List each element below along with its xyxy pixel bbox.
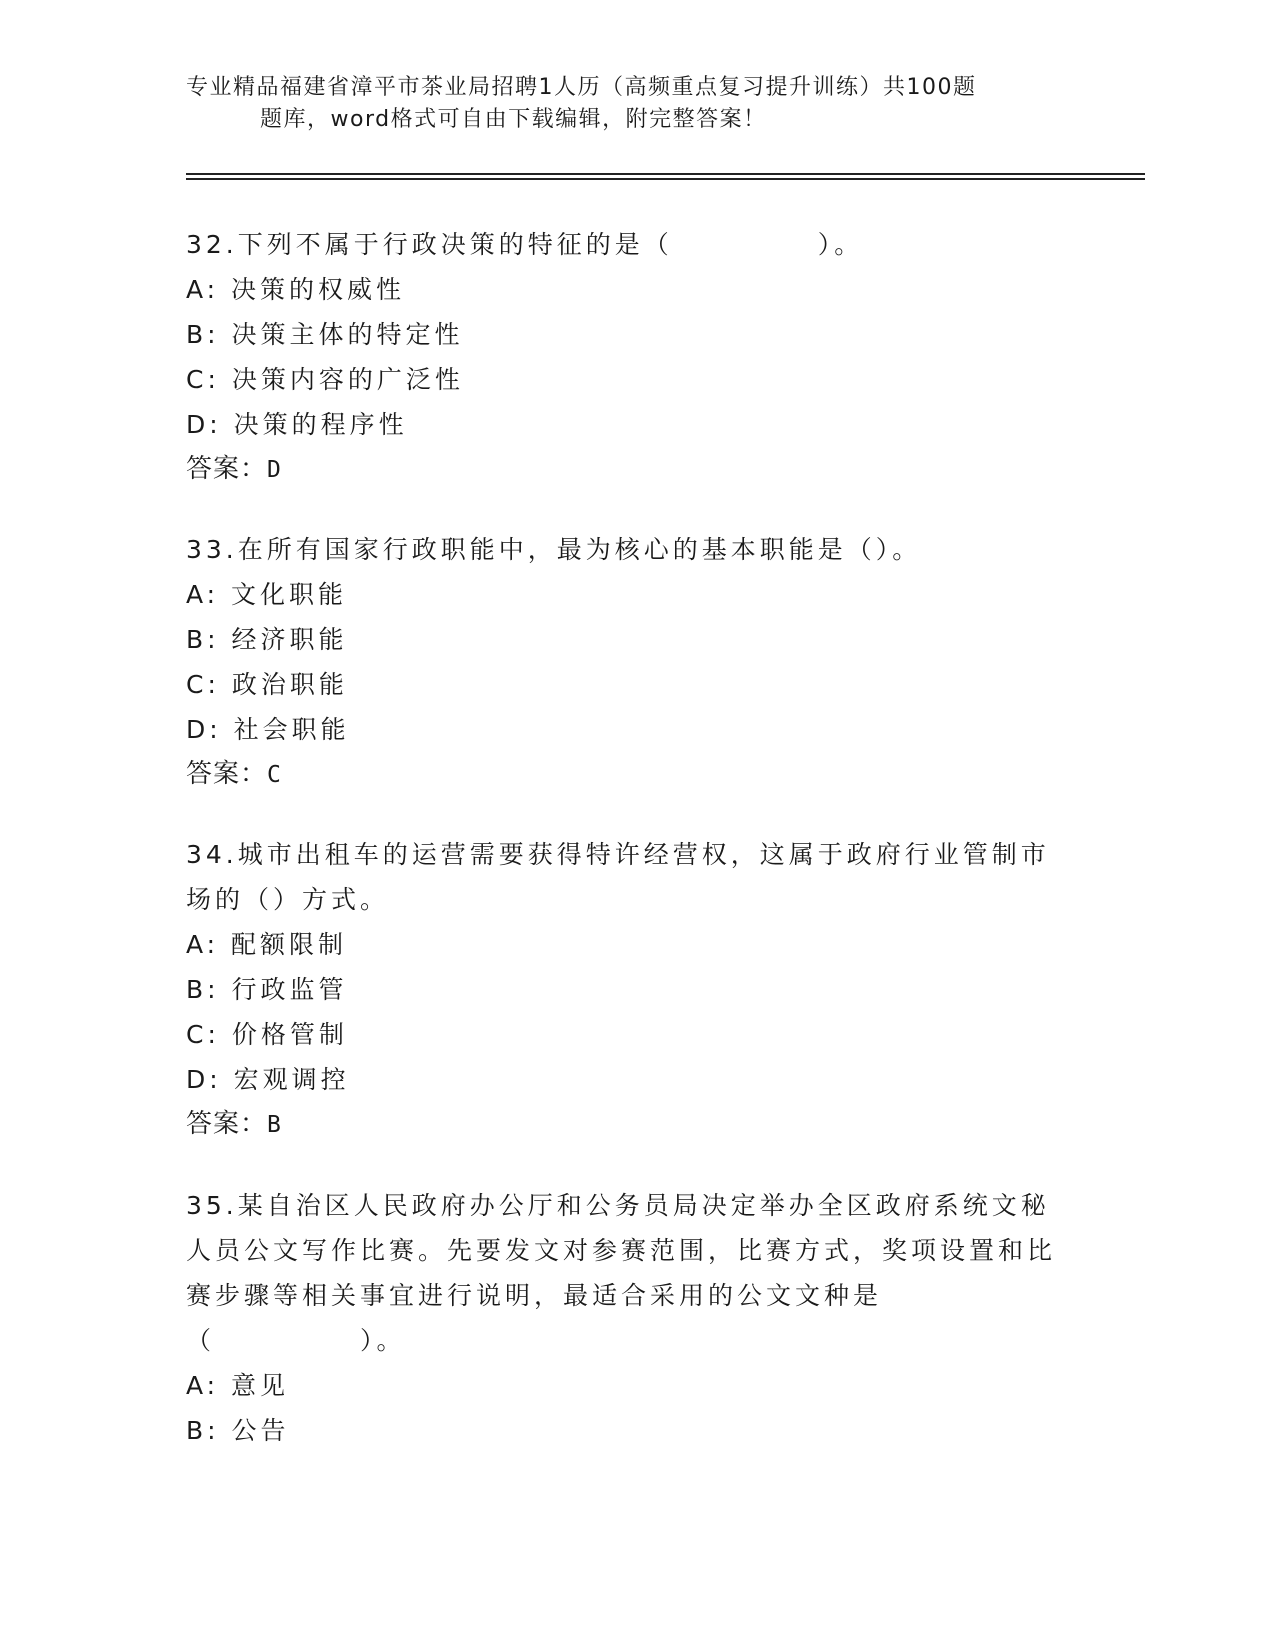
option-d: D: 宏观调控 [186, 1065, 350, 1094]
question-33 [186, 527, 1066, 798]
question-35 [186, 1183, 1066, 1453]
title-line-1: 专业精品福建省漳平市茶业局招聘1人历（高频重点复习提升训练）共100题 [186, 75, 977, 100]
answer-label: 答案： [186, 454, 268, 484]
answer-value: D [267, 457, 282, 483]
header-rule-top [186, 173, 1145, 175]
question-32 [186, 222, 1066, 493]
answer [186, 447, 1066, 493]
option-c: C: 决策内容的广泛性 [186, 365, 464, 394]
answer [186, 1102, 1066, 1148]
question-stem: 34.城市出租车的运营需要获得特许经营权，这属于政府行业管制市场的（）方式。 [186, 840, 1050, 914]
option-a: A: 文化职能 [186, 580, 348, 609]
answer-label: 答案： [186, 759, 268, 789]
option-b: B: 公告 [186, 1416, 290, 1445]
question-stem: 32.下列不属于行政决策的特征的是（ ）。 [186, 230, 864, 259]
answer-value: B [267, 1112, 282, 1138]
title-line-2: 题库，word格式可自由下载编辑，附完整答案！ [260, 107, 767, 132]
answer-label: 答案： [186, 1109, 268, 1139]
option-a: A: 决策的权威性 [186, 275, 406, 304]
option-b: B: 行政监管 [186, 975, 348, 1004]
header-rule-bottom [186, 178, 1145, 180]
option-d: D: 社会职能 [186, 715, 350, 744]
option-d: D: 决策的程序性 [186, 410, 408, 439]
option-a: A: 配额限制 [186, 930, 348, 959]
question-34 [186, 832, 1066, 1148]
answer-value: C [267, 762, 282, 788]
answer [186, 752, 1066, 798]
option-c: C: 政治职能 [186, 670, 348, 699]
option-c: C: 价格管制 [186, 1020, 348, 1049]
question-stem: 35.某自治区人民政府办公厅和公务员局决定举办全区政府系统文秘人员公文写作比赛。先要发文对参赛范围，比赛方式，奖项设置和比赛步骤等相关事宜进行说明，最适合采用的公文文种是（ ）。 [186, 1191, 1057, 1355]
question-stem: 33.在所有国家行政职能中，最为核心的基本职能是（）。 [186, 535, 922, 564]
option-b: B: 经济职能 [186, 625, 348, 654]
option-b: B: 决策主体的特定性 [186, 320, 464, 349]
document-title [186, 72, 1066, 136]
option-a: A: 意见 [186, 1371, 290, 1400]
